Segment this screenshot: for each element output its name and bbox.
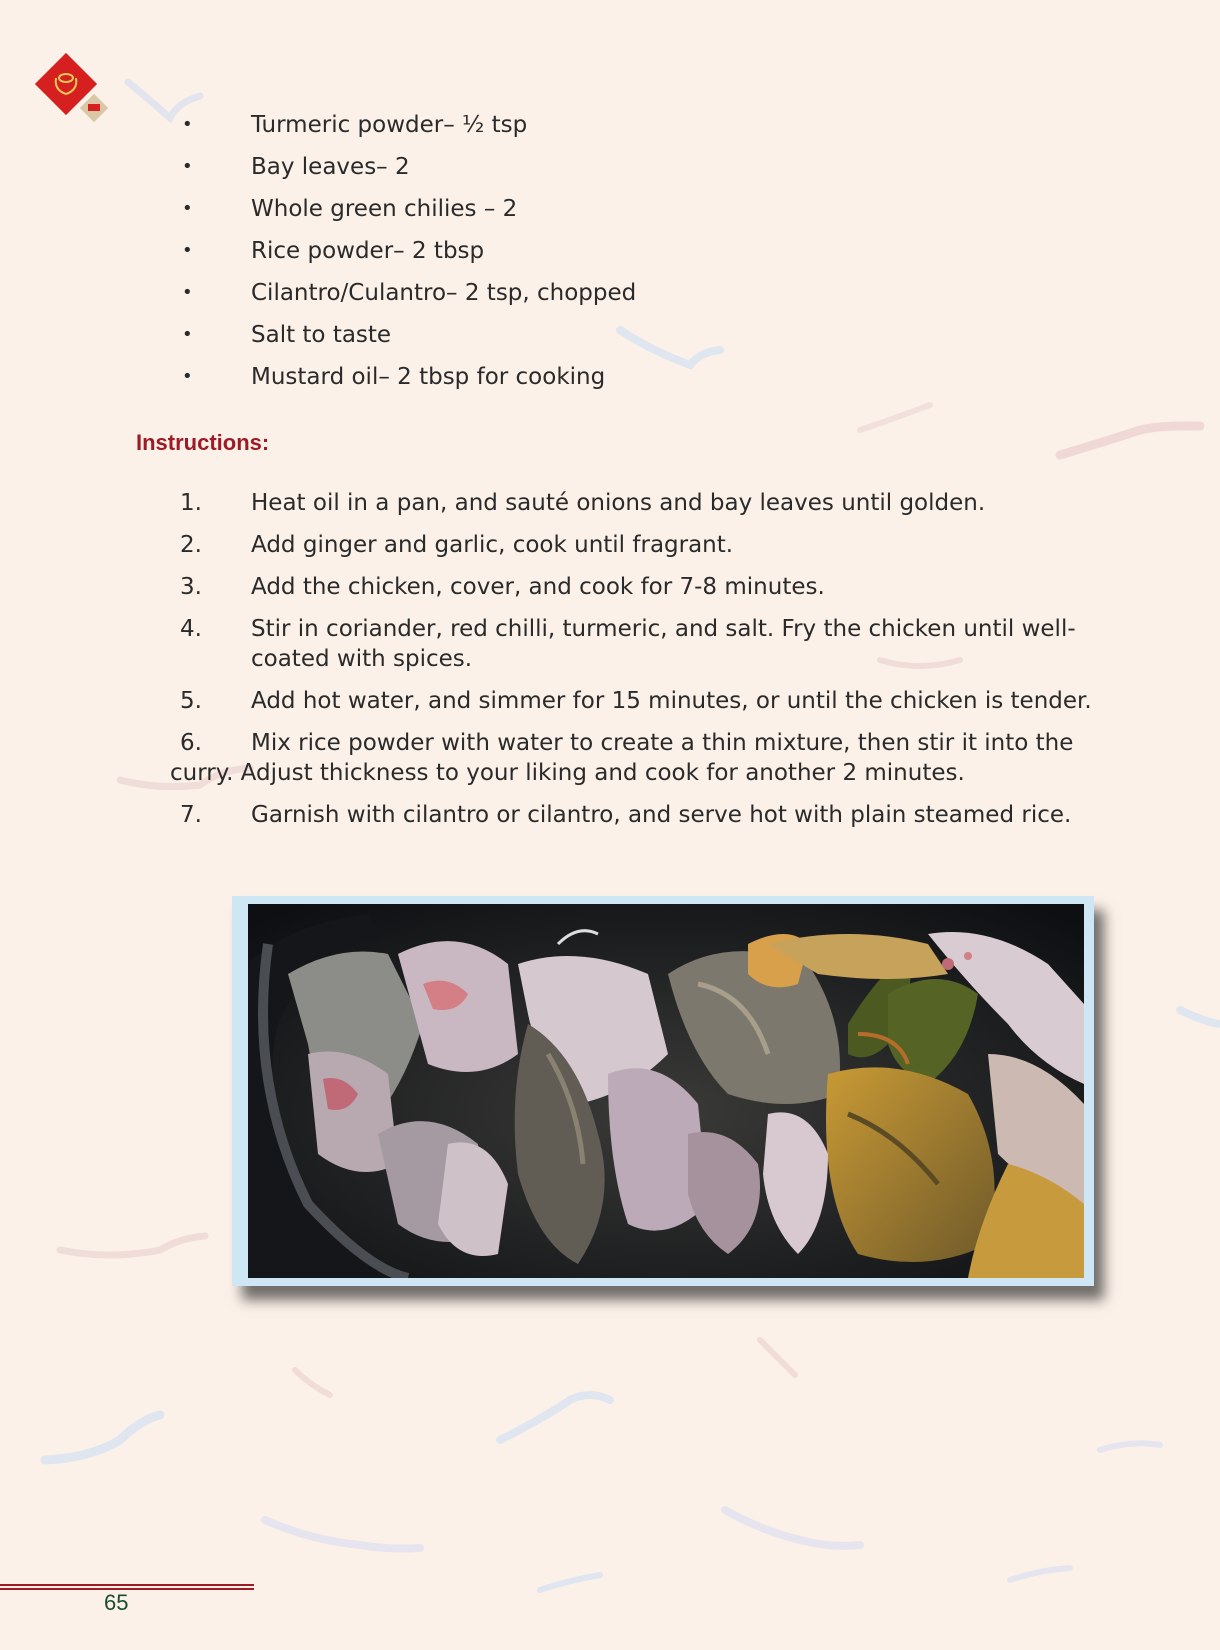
bullet-icon: • [182, 114, 193, 135]
step-item [170, 686, 1100, 716]
list-item [170, 230, 636, 272]
step-item [170, 800, 1100, 830]
instructions-list [170, 488, 1100, 842]
ingredient-text: Cilantro/Culantro– 2 tsp, chopped [251, 280, 637, 306]
step-number: 6. [180, 730, 202, 756]
ingredient-text: Bay leaves– 2 [251, 154, 410, 180]
step-number: 2. [180, 532, 202, 558]
list-item [170, 188, 636, 230]
step-item [170, 728, 1100, 788]
ingredients-list [170, 104, 636, 398]
list-item [170, 356, 636, 398]
publisher-logo [30, 48, 110, 128]
instructions-heading: Instructions: [136, 430, 270, 455]
step-text: Add ginger and garlic, cook until fragrant. [251, 532, 734, 558]
list-item [170, 104, 636, 146]
ingredient-text: Turmeric powder– ½ tsp [251, 112, 528, 138]
step-item [170, 572, 1100, 602]
step-item [170, 530, 1100, 560]
ingredient-text: Mustard oil– 2 tbsp for cooking [251, 364, 606, 390]
dish-photo-frame [232, 896, 1094, 1286]
step-text: Stir in coriander, red chilli, turmeric, and salt. Fry the chicken until well-coated with spices. [251, 616, 1076, 672]
step-text: Heat oil in a pan, and sauté onions and bay leaves until golden. [251, 490, 986, 516]
chicken-curry-photo [248, 904, 1084, 1278]
list-item [170, 272, 636, 314]
step-number: 1. [180, 490, 202, 516]
step-item [170, 488, 1100, 518]
step-number: 7. [180, 802, 202, 828]
step-text: Garnish with cilantro or cilantro, and serve hot with plain steamed rice. [251, 802, 1072, 828]
bullet-icon: • [182, 198, 193, 219]
step-number: 3. [180, 574, 202, 600]
bullet-icon: • [182, 324, 193, 345]
step-item [170, 614, 1100, 674]
list-item [170, 146, 636, 188]
page-number: 65 [104, 1590, 129, 1615]
step-text: Add hot water, and simmer for 15 minutes, or until the chicken is tender. [251, 688, 1092, 714]
bullet-icon: • [182, 282, 193, 303]
ingredient-text: Rice powder– 2 tbsp [251, 238, 485, 264]
step-number: 5. [180, 688, 202, 714]
bullet-icon: • [182, 240, 193, 261]
step-number: 4. [180, 616, 202, 642]
bullet-icon: • [182, 156, 193, 177]
step-text: Mix rice powder with water to create a thin mixture, then stir it into the curry. Adjust thickness to your liking and cook for another 2 minutes. [170, 730, 1074, 786]
list-item [170, 314, 636, 356]
bullet-icon: • [182, 366, 193, 387]
step-text: Add the chicken, cover, and cook for 7-8 minutes. [251, 574, 825, 600]
ingredient-text: Salt to taste [251, 322, 392, 348]
ingredient-text: Whole green chilies – 2 [251, 196, 518, 222]
